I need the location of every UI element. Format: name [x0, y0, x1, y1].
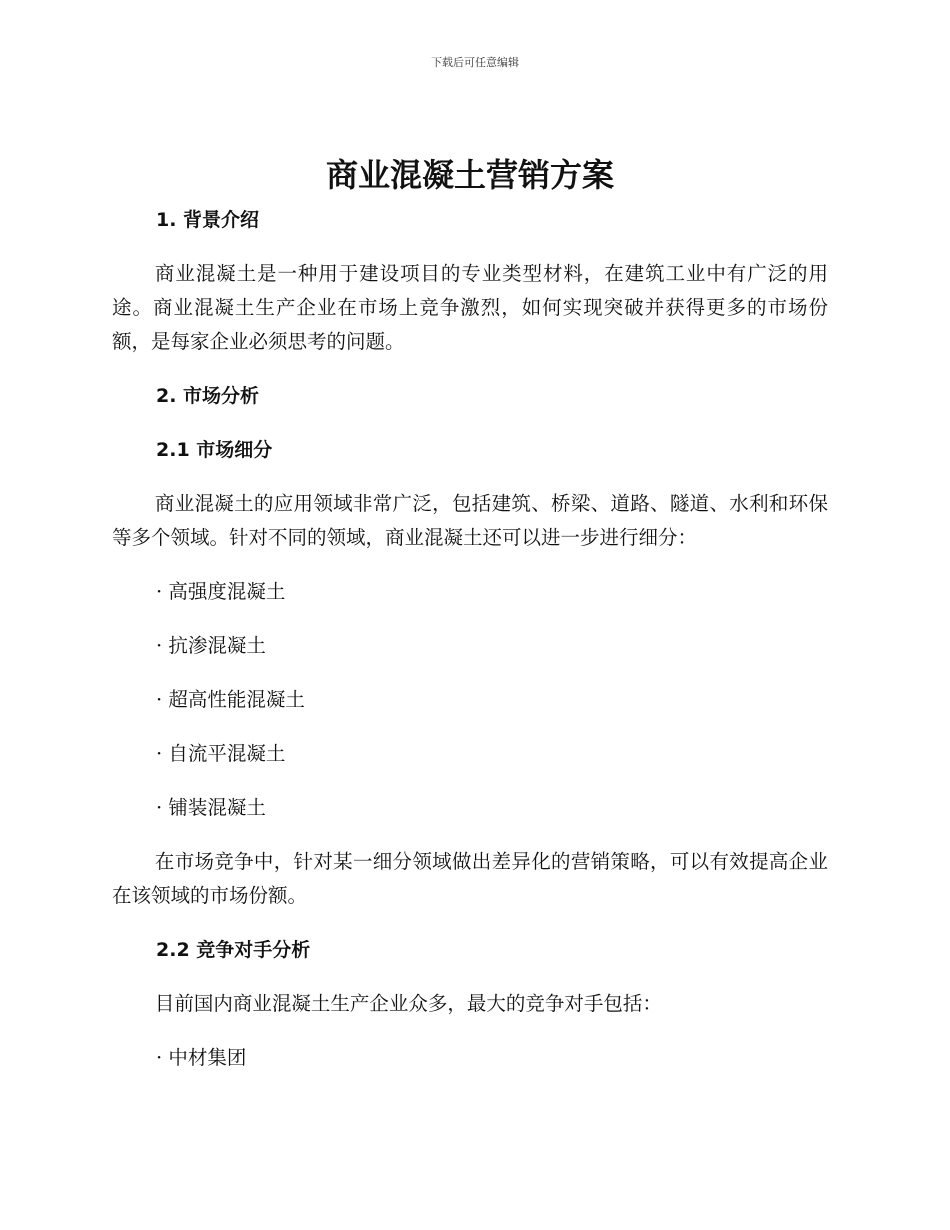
header-note: 下载后可任意编辑 — [431, 56, 519, 69]
section-heading-market-analysis: 2. 市场分析 — [156, 385, 260, 407]
section-heading-market-segmentation: 2.1 市场细分 — [156, 439, 273, 461]
document-body — [112, 150, 828, 1075]
section-heading-background: 1. 背景介绍 — [156, 209, 260, 231]
document-title: 商业混凝土营销方案 — [325, 156, 614, 194]
paragraph-market-segmentation: 商业混凝土的应用领域非常广泛，包括建筑、桥梁、道路、隧道、水利和环保等多个领域。针对不同的领域，商业混凝土还可以进一步进行细分： — [112, 492, 828, 549]
list-item: · 中材集团 — [156, 1046, 247, 1069]
paragraph-background: 商业混凝土是一种用于建设项目的专业类型材料，在建筑工业中有广泛的用途。商业混凝土生产企业在市场上竞争激烈，如何实现突破并获得更多的市场份额，是每家企业必须思考的问题。 — [112, 262, 828, 353]
list-item: · 自流平混凝土 — [156, 742, 286, 765]
section-heading-competitor-analysis: 2.2 竞争对手分析 — [156, 939, 311, 961]
paragraph-competitor-analysis: 目前国内商业混凝土生产企业众多，最大的竞争对手包括： — [154, 992, 662, 1015]
paragraph-differentiation: 在市场竞争中，针对某一细分领域做出差异化的营销策略，可以有效提高企业在该领域的市场份额。 — [112, 850, 828, 907]
list-item: · 铺装混凝土 — [156, 796, 266, 819]
list-item: · 抗渗混凝土 — [156, 634, 266, 657]
list-item: · 超高性能混凝土 — [156, 688, 305, 711]
list-item: · 高强度混凝土 — [156, 580, 286, 603]
